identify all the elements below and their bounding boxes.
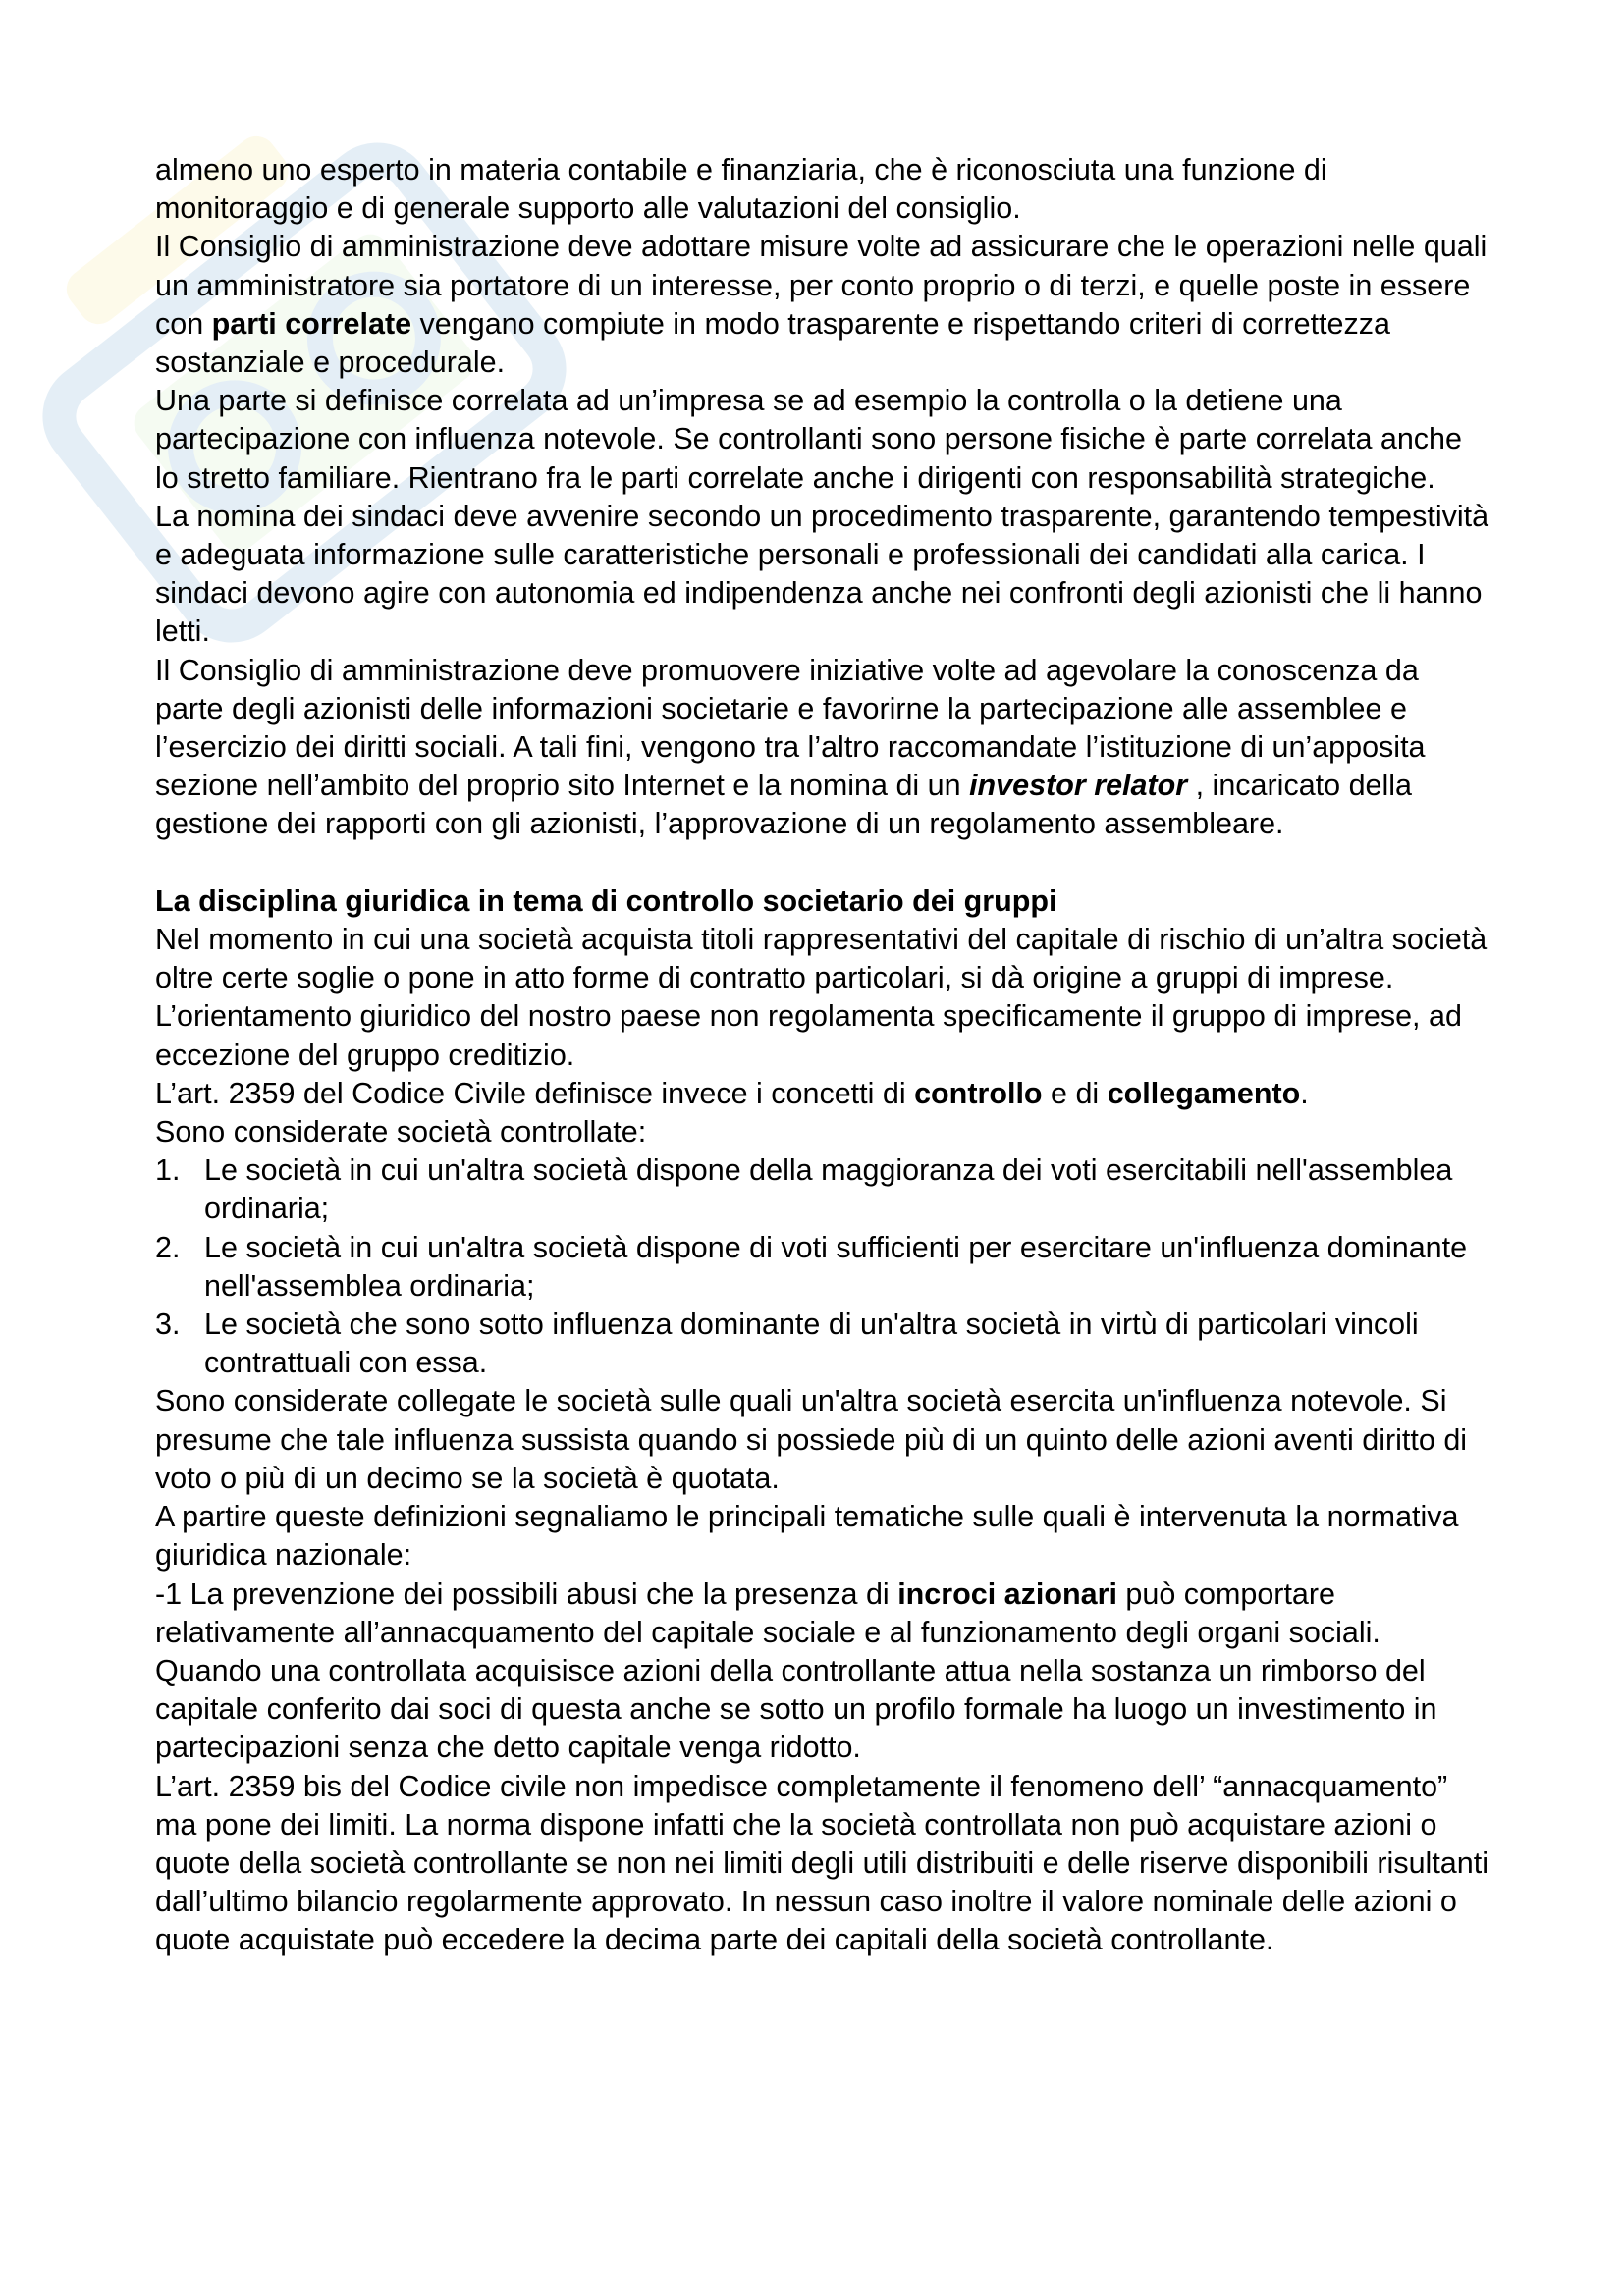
paragraph: A partire queste definizioni segnaliamo le principali tematiche sulle quali è intervenuta la normativa giuridica nazionale: (155, 1500, 1459, 1573)
paragraph: Una parte si definisce correlata ad un’impresa se ad esempio la controlla o la detiene una partecipazione con influenza notevole. Se controllanti sono persone fisiche è parte correlata anche lo stretto familiare. Rientrano fra le parti correlate anche i dirigenti con responsabilità strategiche. (155, 384, 1462, 495)
bold-term: controllo (914, 1076, 1043, 1110)
paragraph: Sono considerate collegate le società sulle quali un'altra società esercita un'influenza notevole. Si presume che tale influenza sussista quando si possiede più di un quinto delle azioni aventi diritto di voto o più di un decimo se la società è quotata. (155, 1384, 1468, 1495)
paragraph: L’art. 2359 del Codice Civile definisce invece i concetti di controllo e di collegamento. (155, 1076, 1309, 1110)
section-heading: La disciplina giuridica in tema di controllo societario dei gruppi (155, 883, 1057, 918)
paragraph: La nomina dei sindaci deve avvenire secondo un procedimento trasparente, garantendo tempestività e adeguata informazione sulle caratteristiche personali e professionali dei candidati alla carica. I sindaci devono agire con autonomia ed indipendenza anche nei confronti degli azionisti che li hanno letti. (155, 499, 1489, 649)
list-item: 3. Le società che sono sotto influenza dominante di un'altra società in virtù di particolari vincoli contrattuali con essa. (155, 1308, 1419, 1380)
list-item: 2. Le società in cui un'altra società dispone di voti sufficienti per esercitare un'influenza dominante nell'assemblea ordinaria; (155, 1230, 1468, 1303)
bold-term: incroci azionari (897, 1576, 1117, 1611)
bold-term: collegamento (1107, 1076, 1301, 1110)
paragraph: L’orientamento giuridico del nostro paese non regolamenta specificamente il gruppo di imprese, ad eccezione del gruppo creditizio. (155, 999, 1462, 1072)
paragraph: Il Consiglio di amministrazione deve adottare misure volte ad assicurare che le operazioni nelle quali un amministratore sia portatore di un interesse, per conto proprio o di terzi, e quelle poste in essere con parti correlate vengano compiute in modo trasparente e rispettando criteri di correttezza sostanziale e procedurale. (155, 230, 1488, 380)
paragraph: L’art. 2359 bis del Codice civile non impedisce completamente il fenomeno dell’ “annacquamento” ma pone dei limiti. La norma dispone infatti che la società controllata non può acquistare azioni o quote della società controllante se non nei limiti degli utili distribuiti e delle riserve disponibili risultanti dall’ultimo bilancio regolarmente approvato. In nessun caso inoltre il valore nominale delle azioni o quote acquistate può eccedere la decima parte dei capitali della società controllante. (155, 1769, 1488, 1957)
document-page (155, 151, 1490, 1960)
controlled-companies-list (155, 1151, 1490, 1382)
paragraph: Quando una controllata acquisisce azioni della controllante attua nella sostanza un rimborso del capitale conferito dai soci di questa anche se sotto un profilo formale ha luogo un investimento in partecipazioni senza che detto capitale venga ridotto. (155, 1653, 1437, 1765)
spacer (155, 844, 1490, 882)
list-item: 1. Le società in cui un'altra società dispone della maggioranza dei voti esercitabili nell'assemblea ordinaria; (155, 1153, 1453, 1226)
paragraph: Sono considerate società controllate: (155, 1115, 647, 1149)
paragraph: almeno uno esperto in materia contabile e finanziaria, che è riconosciuta una funzione di monitoraggio e di generale supporto alle valutazioni del consiglio. (155, 153, 1327, 226)
paragraph: Nel momento in cui una società acquista titoli rappresentativi del capitale di rischio di un’altra società oltre certe soglie o pone in atto forme di contratto particolari, si dà origine a gruppi di imprese. (155, 923, 1488, 995)
bold-term: parti correlate (211, 306, 412, 341)
bold-italic-term: investor relator (969, 769, 1188, 803)
paragraph: -1 La prevenzione dei possibili abusi che la presenza di incroci azionari può comportare relativamente all’annacquamento del capitale sociale e al funzionamento degli organi sociali. (155, 1576, 1380, 1649)
paragraph: Il Consiglio di amministrazione deve promuovere iniziative volte ad agevolare la conoscenza da parte degli azionisti delle informazioni societarie e favorirne la partecipazione alle assemblee e l’esercizio dei diritti sociali. A tali fini, vengono tra l’altro raccomandate l’istituzione di un’apposita sezione nell’ambito del proprio sito Internet e la nomina di un investor relator , incaricato della gestione dei rapporti con gli azionisti, l’approvazione di un regolamento assembleare. (155, 653, 1426, 841)
